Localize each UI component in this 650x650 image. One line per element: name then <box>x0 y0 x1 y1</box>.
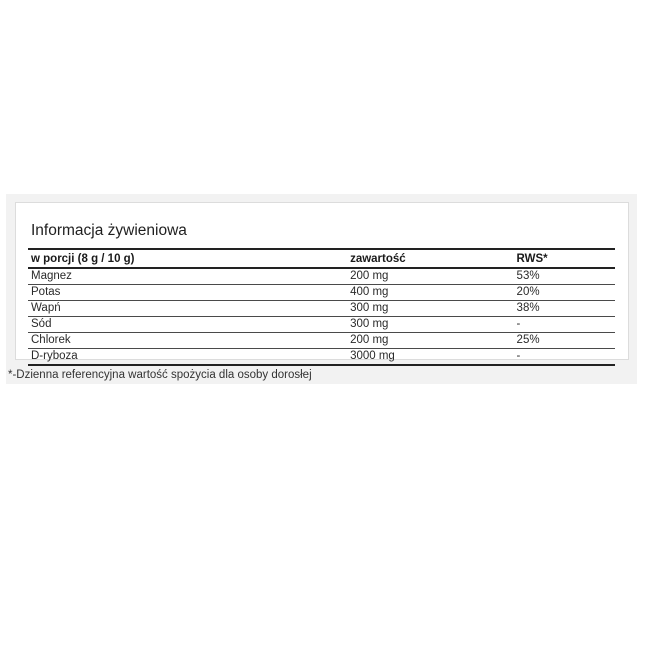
nutrient-rws: 53% <box>514 268 615 285</box>
table-row <box>28 349 615 366</box>
header-serving: w porcji (8 g / 10 g) <box>28 249 347 268</box>
table-row <box>28 268 615 285</box>
table-row <box>28 285 615 301</box>
nutrient-rws: 38% <box>514 301 615 317</box>
nutrient-amount: 200 mg <box>347 333 513 349</box>
nutrient-rws: 25% <box>514 333 615 349</box>
nutrient-amount: 3000 mg <box>347 349 513 366</box>
nutrition-card <box>15 202 629 360</box>
nutrition-table <box>28 248 615 366</box>
nutrient-name: D-ryboza <box>28 349 347 366</box>
nutrient-name: Chlorek <box>28 333 347 349</box>
nutrient-amount: 300 mg <box>347 317 513 333</box>
nutrient-name: Potas <box>28 285 347 301</box>
rws-footnote: *-Dzienna referencyjna wartość spożycia dla osoby dorosłej <box>8 369 312 381</box>
nutrition-title: Informacja żywieniowa <box>31 222 187 239</box>
header-rws: RWS* <box>514 249 615 268</box>
nutrient-rws: 20% <box>514 285 615 301</box>
table-row <box>28 317 615 333</box>
table-row <box>28 301 615 317</box>
nutrient-amount: 400 mg <box>347 285 513 301</box>
nutrition-panel <box>6 194 637 384</box>
nutrient-amount: 200 mg <box>347 268 513 285</box>
table-header-row <box>28 249 615 268</box>
header-content: zawartość <box>347 249 513 268</box>
nutrient-rws: - <box>514 349 615 366</box>
nutrient-name: Magnez <box>28 268 347 285</box>
nutrient-amount: 300 mg <box>347 301 513 317</box>
nutrient-rws: - <box>514 317 615 333</box>
nutrient-name: Wapń <box>28 301 347 317</box>
nutrient-name: Sód <box>28 317 347 333</box>
table-row <box>28 333 615 349</box>
